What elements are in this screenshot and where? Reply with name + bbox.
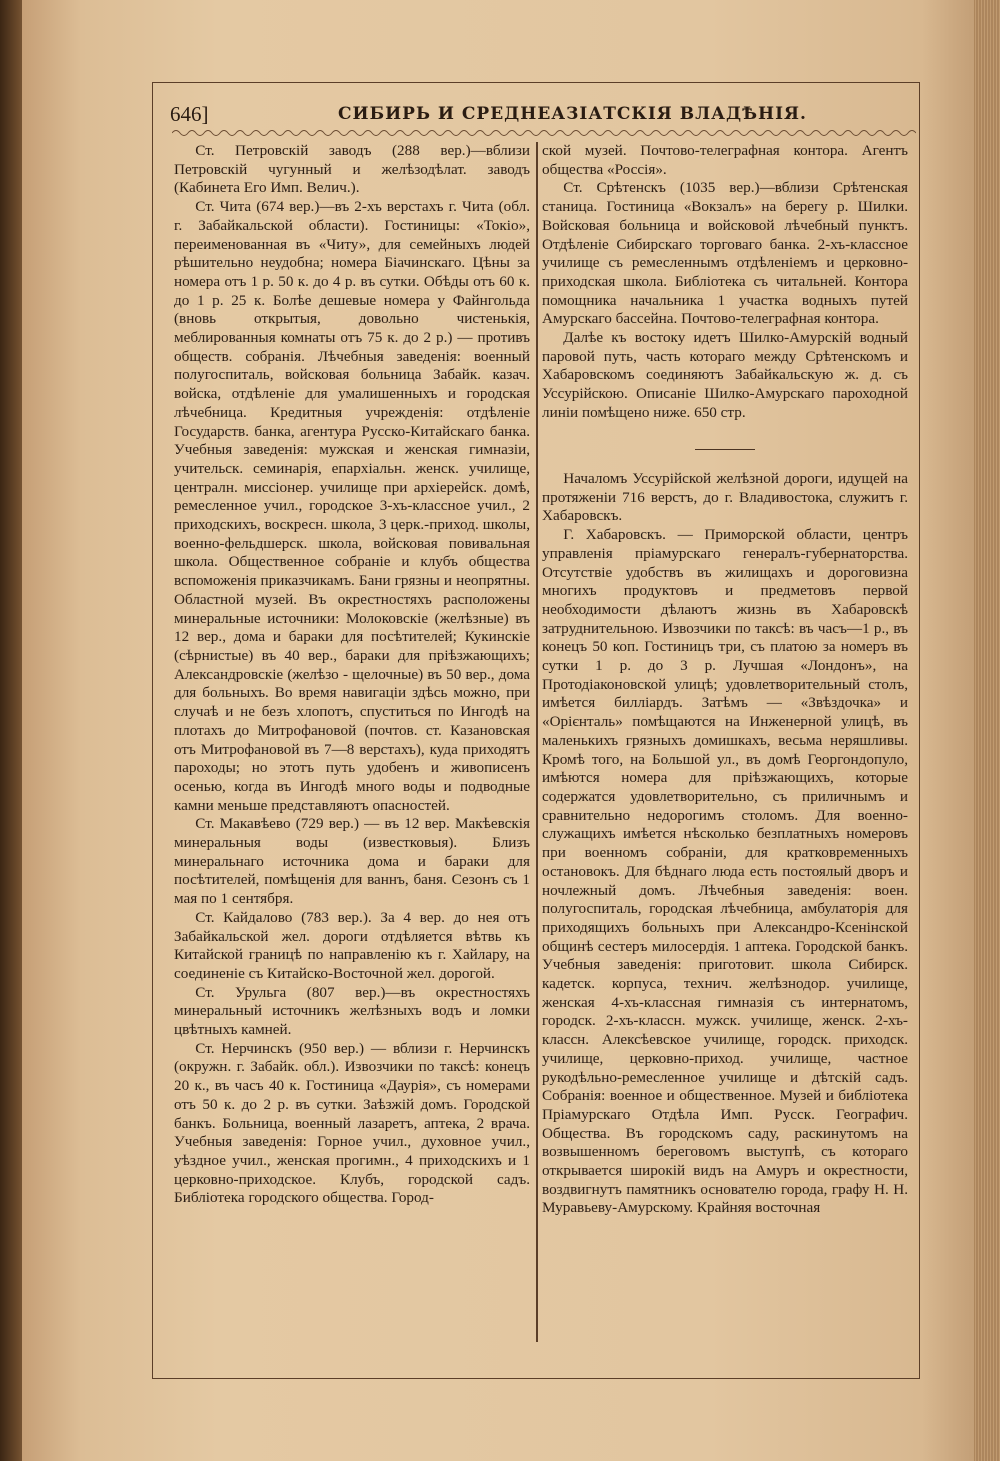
paragraph-kaidalovo: Ст. Кайдалово (783 вер.). За 4 вер. до нея отъ Забайкальской жел. дороги отдѣляется вѣтвь къ Китайской границѣ по направленію къ г. Хайлару, на соединеніе съ Китайско-Восточной жел. дорогой. (174, 908, 530, 982)
left-column (174, 142, 530, 1208)
paragraph-shilko-amur: Далѣе къ востоку идетъ Шилко-Амурскій водный паровой путь, часть котораго между Срѣтенскомъ и Хабаровскомъ соединяютъ Забайкальскую ж. д. съ Уссурійскою. Описаніе Шилко-Амурскаго пароходной линіи помѣщено ниже. 650 стр. (542, 329, 908, 421)
column-rule (536, 142, 538, 1342)
paragraph-chita: Ст. Чита (674 вер.)—въ 2-хъ верстахъ г. Чита (обл. г. Забайкальской области). Гостиницы: «Токіо», переименованная въ «Читу», для семейныхъ людей рѣшительно неудобна; номера Біачинскаго. Цѣны за номера отъ 1 р. 50 к. до 4 р. въ сутки. Обѣды отъ 60 к. до 1 р. 25 к. Болѣе дешевые номера у Файнгольда (вновь открытыя, довольно чистенькія, меблированныя комнаты отъ 75 к. до 2 р.) — противъ обществ. собранія. Лѣчебныя заведенія: военный полугоспиталь, войсковая больница Забайк. казач. войска, отдѣленіе для умалишенныхъ и городская лѣчебница. Кредитныя учрежденія: отдѣленіе Государств. банка, агентура Русско-Китайскаго банка. Учебныя заведенія: мужская и женская гимназіи, учительск. семинарія, епархіальн. женск. училище, централн. миссіонер. училище при архіерейск. домѣ, ремесленное учил., городское 3-хъ-классное учил., 2 приходскихъ, воскресн. школа, 3 церк.-приход. школы, военно-фельдшерск. школа, войсковая повивальная школа. Общественное собраніе и клубъ общества вспоможенія приказчикамъ. Бани грязны и неопрятны. Областной музей. Въ окрестностяхъ расположены минеральные источники: Молоковскіе (желѣзные) въ 12 вер., дома и бараки для посѣтителей; Кукинскіе (сѣрнистые) въ 40 вер., бараки для пріѣзжающихъ; Александровскіе (желѣзо - щелочные) въ 50 вер., дома для больныхъ. Во время навигаціи здѣсь можно, при случаѣ и не безъ хлопотъ, спуститься по Ингодѣ на плотахъ до Митрофановой (почтов. ст. Казановская отъ Митрофановой въ 7—8 верстахъ), куда приходятъ пароходы; но этотъ путь удобенъ и живописенъ осенью, когда въ Ингодѣ много воды и подводные камни меньше представляютъ опасностей. (174, 198, 530, 814)
right-column (542, 142, 908, 1218)
paragraph-museum-cont: ской музей. Почтово-телеграфная контора. Агентъ общества «Россія». (542, 142, 908, 178)
paragraph-makaveevo: Ст. Макавѣево (729 вер.) — въ 12 вер. Макѣевскія минеральныя воды (известковыя). Близъ минеральнаго источника дома и бараки для посѣтителей, помѣщенія для ваннъ, баня. Сезонъ съ 1 мая по 1 сентября. (174, 815, 530, 908)
paragraph-petrovsky: Ст. Петровскій заводъ (288 вер.)—вблизи Петровскій чугунный и желѣзодѣлат. заводъ (Кабинета Его Имп. Велич.). (174, 142, 530, 197)
running-title: СИБИРЬ И СРЕДНЕАЗІАТСКІЯ ВЛАДѢНІЯ. (338, 104, 807, 124)
page-number: 646] (170, 102, 209, 126)
paragraph-sretensk: Ст. Срѣтенскъ (1035 вер.)—вблизи Срѣтенская станица. Гостиница «Вокзалъ» на берегу р. Шилки. Войсковая больница и войсковой лѣчебный пунктъ. Отдѣленіе Сибирскаго торговаго банка. 2-хъ-классное училище съ ремесленнымъ отдѣленіемъ и церковно-приходская школа. Библіотека съ читальней. Контора помощника начальника 1 участка водныхъ путей Амурскаго бассейна. Почтово-телеграфная контора. (542, 179, 908, 328)
paragraph-nerchinsk: Ст. Нерчинскъ (950 вер.) — вблизи г. Нерчинскъ (окружн. г. Забайк. обл.). Извозчики по таксѣ: конецъ 20 к., въ часъ 40 к. Гостиница «Даурія», съ номерами отъ 50 к. до 2 р. въ сутки. Заѣзжій домъ. Городской банкъ. Больница, военный лазаретъ, аптека, 2 врача. Учебныя заведенія: Горное учил., духовное учил., уѣздное учил., женская прогимн., 4 приходскихъ и 1 церковно-приходское. Клубъ, городской садъ. Библіотека городского общества. Город- (174, 1039, 530, 1207)
page-stack-edge (974, 0, 1000, 1461)
paragraph-ussuri-railway: Началомъ Уссурійской желѣзной дороги, идущей на протяженіи 716 верстъ, до г. Владивостока, служитъ г. Хабаровскъ. (542, 470, 908, 525)
wavy-divider (172, 128, 916, 138)
paragraph-urulga: Ст. Урульга (807 вер.)—въ окрестностяхъ минеральный источникъ желѣзныхъ водъ и ломки цвѣтныхъ камней. (174, 983, 530, 1039)
paragraph-khabarovsk: Г. Хабаровскъ. — Приморской области, центръ управленія пріамурскаго генералъ-губернаторства. Отсутствіе удобствъ въ жилищахъ и дороговизна многихъ продуктовъ и предметовъ первой необходимости дѣлаютъ жизнь въ Хабаровскѣ затруднительною. Извозчики по таксѣ: въ часъ—1 р., въ конецъ 50 коп. Гостиницъ три, съ платою за номеръ въ сутки 1 р. до 3 р. Лучшая «Лондонъ», на Протодіаконовской улицѣ; удовлетворительный столъ, имѣется билліардъ. Затѣмъ — «Звѣздочка» и «Орієнталь» помѣщаются на Инженерной улицѣ, въ маленькихъ грязныхъ домишкахъ, весьма неряшливы. Кромѣ того, на Большой ул., въ домѣ Георгондопуло, имѣются номера для пріѣзжающихъ, которые содержатся удовлетворительно, съ приличнымъ и сравнительно недорогимъ столомъ. Для военно-служащихъ имѣется нѣсколько безплатныхъ номеровъ при военномъ собраніи, для кратковременныхъ остановокъ. Для бѣднаго люда есть постоялый дворъ и ночлежный домъ. Лѣчебныя заведенія: воен. полугоспиталь, городская лѣчебница, амбулаторія для приходящихъ больныхъ при Александро-Ксенінской общинѣ сестеръ милосердія. 1 аптека. Городской банкъ. Учебныя заведенія: приготовит. школа Сибирск. кадетск. корпуса, технич. желѣзнодор. училище, женская 4-хъ-классная гимназія съ интернатомъ, городск. 2-хъ-классн. мужск. училище, женск. 2-хъ-классн. Алексѣевское училище, городск. приходск. училище, церковно-приход. училище, частное рукодѣльно-ремесленное училище и дѣтскій садъ. Собранія: военное и общественное. Музей и библіотека Пріамурскаго Отдѣла Имп. Русск. Географич. Общества. Въ городскомъ саду, раскинутомъ на возвышенномъ береговомъ выступѣ, съ котораго открывается широкій видъ на Амуръ и окрестности, воздвигнутъ памятникъ основателю города, графу Н. Н. Муравьеву-Амурскому. Крайняя восточная (542, 526, 908, 1217)
section-separator (695, 449, 755, 451)
